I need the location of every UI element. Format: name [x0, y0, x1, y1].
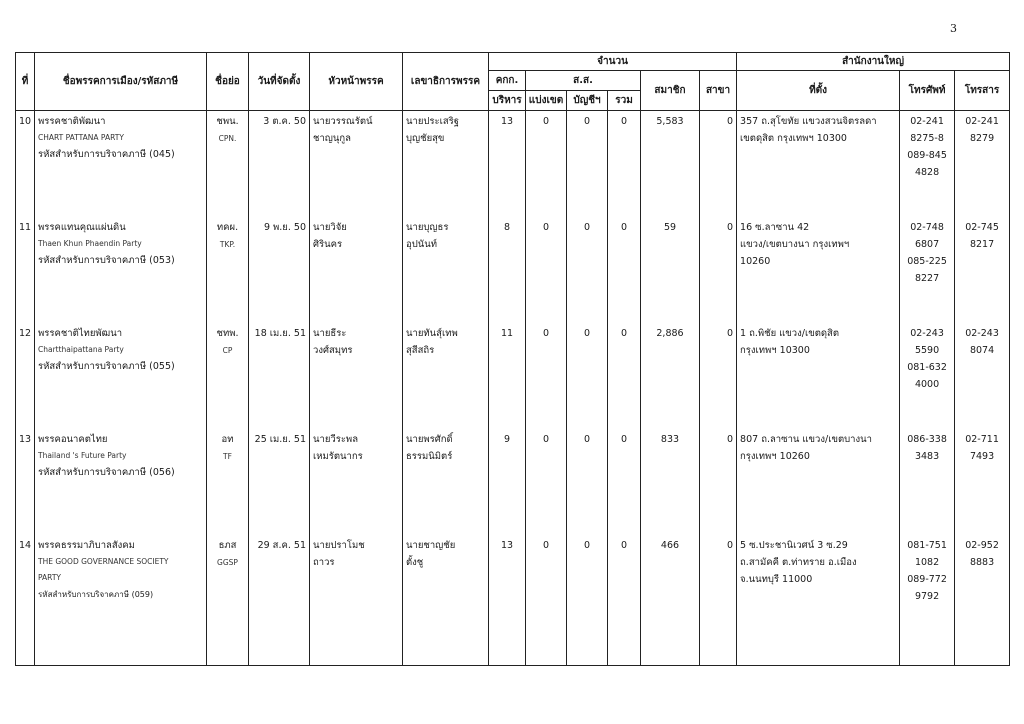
col-header-committee-sub: บริหาร	[489, 91, 526, 111]
abbr-en: CP	[222, 346, 233, 355]
col-header-abbr: ชื่อย่อ	[207, 53, 249, 111]
committee-count: 8	[489, 219, 526, 325]
col-header-mp-total: รวม	[608, 91, 641, 111]
col-header-leader: หัวหน้าพรรค	[310, 53, 403, 111]
secretary-name-2: อุปนันท์	[406, 239, 437, 250]
mp-list-count: 0	[567, 111, 608, 220]
address-line-2: เขตดุสิต กรุงเทพฯ 10300	[740, 133, 847, 144]
mp-total-count: 0	[608, 537, 641, 666]
address-line-2: กรุงเทพฯ 10300	[740, 345, 810, 356]
mp-total-count: 0	[608, 325, 641, 431]
fax-cell	[955, 537, 1010, 666]
leader-name-2: ถาวร	[313, 557, 335, 568]
phone-line-4: 8227	[914, 273, 940, 284]
party-name-cell	[35, 325, 207, 431]
secretary-name-2: บุญชัยสุข	[406, 133, 445, 144]
party-name-en: THE GOOD GOVERNANCE SOCIETY	[38, 557, 169, 566]
address-line-1: 357 ถ.สุโขทัย แขวงสวนจิตรลดา	[740, 116, 877, 127]
branch-count: 0	[700, 325, 737, 431]
secretary-name-1: นายทันส์ุเทพ	[406, 328, 458, 339]
phone-line-2: 5590	[914, 345, 940, 356]
address-line-1: 807 ถ.ลาซาน แขวง/เขตบางนา	[740, 434, 872, 445]
row-no: 10	[16, 111, 35, 220]
secretary-name-2: สุสีสถิร	[406, 345, 435, 356]
col-header-members: สมาชิก	[641, 71, 700, 111]
mp-total-count: 0	[608, 111, 641, 220]
address-line-1: 16 ซ.ลาซาน 42	[740, 222, 810, 233]
table-row	[16, 219, 1010, 325]
col-header-phone: โทรศัพท์	[900, 71, 955, 111]
phone-line-1: 02-243	[910, 328, 944, 339]
party-name-en: Thailand 's Future Party	[38, 451, 127, 460]
party-name-en: Thaen Khun Phaendin Party	[38, 239, 142, 248]
address-line-3: จ.นนทบุรี 11000	[740, 574, 813, 585]
party-name-cell	[35, 219, 207, 325]
page-number: 3	[950, 22, 957, 35]
abbr-cell	[207, 537, 249, 666]
secretary-name-1: นายประเสริฐ	[406, 116, 460, 127]
abbr-en: GGSP	[217, 558, 238, 567]
committee-count: 11	[489, 325, 526, 431]
abbr-cell	[207, 325, 249, 431]
fax-line-1: 02-243	[965, 328, 999, 339]
phone-cell	[900, 537, 955, 666]
committee-count: 13	[489, 111, 526, 220]
col-header-mp-district: แบ่งเขต	[526, 91, 567, 111]
fax-line-2: 8883	[969, 557, 995, 568]
fax-line-2: 8074	[969, 345, 995, 356]
secretary-cell	[403, 537, 489, 666]
party-name-en: Chartthaipattana Party	[38, 345, 124, 354]
fax-line-2: 7493	[969, 451, 995, 462]
col-header-committee: คกก.	[489, 71, 526, 91]
col-header-fax: โทรสาร	[955, 71, 1010, 111]
row-no: 12	[16, 325, 35, 431]
table-row	[16, 537, 1010, 666]
committee-count: 9	[489, 431, 526, 537]
mp-total-count: 0	[608, 219, 641, 325]
party-name-th: พรรคชาติพัฒนา	[38, 116, 106, 127]
party-name-th: พรรคแทนคุณแผ่นดิน	[38, 222, 126, 233]
phone-line-1: 081-751	[907, 540, 947, 551]
tax-code: รหัสสำหรับการบริจาคภาษี (056)	[38, 467, 175, 478]
row-no: 14	[16, 537, 35, 666]
phone-cell	[900, 325, 955, 431]
abbr-th: ชพน.	[216, 116, 239, 127]
party-registry-table	[15, 52, 1010, 666]
party-name-en-line-2: PARTY	[38, 573, 62, 582]
secretary-name-2: ธรรมนิมิตร์	[406, 451, 453, 462]
phone-line-1: 086-338	[907, 434, 947, 445]
party-name-cell	[35, 537, 207, 666]
row-no: 11	[16, 219, 35, 325]
branch-count: 0	[700, 219, 737, 325]
fax-cell	[955, 219, 1010, 325]
member-count: 2,886	[641, 325, 700, 431]
party-name-th: พรรคชาติไทยพัฒนา	[38, 328, 123, 339]
address-cell	[737, 431, 900, 537]
leader-name-2: วงศ์สมุทร	[313, 345, 353, 356]
mp-list-count: 0	[567, 431, 608, 537]
leader-name-2: ชาญนุกูล	[313, 133, 351, 144]
fax-line-1: 02-241	[965, 116, 999, 127]
phone-cell	[900, 219, 955, 325]
address-cell	[737, 537, 900, 666]
mp-district-count: 0	[526, 219, 567, 325]
leader-name-1: นายวิจัย	[313, 222, 347, 233]
address-cell	[737, 325, 900, 431]
mp-total-count: 0	[608, 431, 641, 537]
fax-line-2: 8279	[969, 133, 995, 144]
mp-list-count: 0	[567, 219, 608, 325]
branch-count: 0	[700, 431, 737, 537]
abbr-th: ชทพ.	[216, 328, 239, 339]
leader-cell	[310, 431, 403, 537]
leader-cell	[310, 219, 403, 325]
abbr-cell	[207, 219, 249, 325]
secretary-cell	[403, 219, 489, 325]
abbr-en: TKP.	[219, 240, 236, 249]
founded-date: 3 ต.ค. 50	[249, 111, 310, 220]
leader-cell	[310, 325, 403, 431]
phone-line-2: 3483	[914, 451, 940, 462]
secretary-name-1: นายบุญธร	[406, 222, 449, 233]
row-no: 13	[16, 431, 35, 537]
secretary-cell	[403, 111, 489, 220]
tax-code: รหัสสำหรับการบริจาคภาษี (045)	[38, 149, 175, 160]
col-header-hq-group: สำนักงานใหญ่	[737, 53, 1010, 71]
member-count: 5,583	[641, 111, 700, 220]
col-header-no: ที่	[16, 53, 35, 111]
leader-cell	[310, 537, 403, 666]
fax-line-1: 02-745	[965, 222, 999, 233]
address-line-3: 10260	[740, 256, 771, 267]
col-header-mp-group: ส.ส.	[526, 71, 641, 91]
branch-count: 0	[700, 111, 737, 220]
phone-line-4: 9792	[914, 591, 940, 602]
col-header-branches: สาขา	[700, 71, 737, 111]
party-name-th: พรรคธรรมาภิบาลสังคม	[38, 540, 135, 551]
phone-line-4: 4000	[914, 379, 940, 390]
phone-line-3: 089-772	[907, 574, 947, 585]
founded-date: 18 เม.ย. 51	[249, 325, 310, 431]
mp-district-count: 0	[526, 325, 567, 431]
party-name-cell	[35, 431, 207, 537]
leader-name-1: นายวีระพล	[313, 434, 359, 445]
secretary-name-1: นายพรศักดิ์	[406, 434, 453, 445]
leader-name-1: นายธีระ	[313, 328, 347, 339]
leader-name-1: นายปราโมช	[313, 540, 365, 551]
member-count: 466	[641, 537, 700, 666]
secretary-name-2: ตั้งชู	[406, 557, 424, 568]
fax-cell	[955, 111, 1010, 220]
abbr-th: ทคผ.	[216, 222, 239, 233]
phone-line-3: 081-632	[907, 362, 947, 373]
col-header-mp-list: บัญชีฯ	[567, 91, 608, 111]
table-row	[16, 431, 1010, 537]
abbr-cell	[207, 111, 249, 220]
mp-list-count: 0	[567, 325, 608, 431]
address-cell	[737, 111, 900, 220]
founded-date: 9 พ.ย. 50	[249, 219, 310, 325]
address-line-2: กรุงเทพฯ 10260	[740, 451, 810, 462]
mp-district-count: 0	[526, 111, 567, 220]
address-line-1: 5 ซ.ประชานิเวศน์ 3 ซ.29	[740, 540, 848, 551]
phone-line-1: 02-748	[910, 222, 944, 233]
committee-count: 13	[489, 537, 526, 666]
secretary-cell	[403, 431, 489, 537]
phone-line-3: 089-845	[907, 150, 947, 161]
party-name-cell	[35, 111, 207, 220]
phone-line-4: 4828	[914, 167, 940, 178]
leader-name-1: นายวรรณรัตน์	[313, 116, 373, 127]
tax-code: รหัสสำหรับการบริจาคภาษี (055)	[38, 361, 175, 372]
phone-line-2: 8275-8	[910, 133, 944, 144]
abbr-en: TF	[223, 452, 232, 461]
table-row	[16, 325, 1010, 431]
col-header-count-group: จำนวน	[489, 53, 737, 71]
abbr-th: ธภส	[218, 540, 237, 551]
col-header-founded: วันที่จัดตั้ง	[249, 53, 310, 111]
fax-line-1: 02-711	[965, 434, 999, 445]
phone-line-1: 02-241	[910, 116, 944, 127]
address-line-2: ถ.สามัคคี ต.ท่าทราย อ.เมือง	[740, 557, 857, 568]
branch-count: 0	[700, 537, 737, 666]
table-row	[16, 111, 1010, 220]
secretary-name-1: นายชาญชัย	[406, 540, 456, 551]
phone-line-2: 6807	[914, 239, 940, 250]
secretary-cell	[403, 325, 489, 431]
member-count: 59	[641, 219, 700, 325]
fax-cell	[955, 431, 1010, 537]
col-header-address: ที่ตั้ง	[737, 71, 900, 111]
col-header-party-name: ชื่อพรรคการเมือง/รหัสภาษี	[35, 53, 207, 111]
mp-list-count: 0	[567, 537, 608, 666]
founded-date: 25 เม.ย. 51	[249, 431, 310, 537]
fax-line-2: 8217	[969, 239, 995, 250]
address-line-2: แขวง/เขตบางนา กรุงเทพฯ	[740, 239, 850, 250]
fax-line-1: 02-952	[965, 540, 999, 551]
leader-cell	[310, 111, 403, 220]
mp-district-count: 0	[526, 431, 567, 537]
fax-cell	[955, 325, 1010, 431]
abbr-cell	[207, 431, 249, 537]
phone-cell	[900, 111, 955, 220]
address-cell	[737, 219, 900, 325]
address-line-1: 1 ถ.พิชัย แขวง/เขตดุสิต	[740, 328, 840, 339]
party-name-en: CHART PATTANA PARTY	[38, 133, 124, 142]
phone-line-3: 085-225	[907, 256, 947, 267]
phone-cell	[900, 431, 955, 537]
founded-date: 29 ส.ค. 51	[249, 537, 310, 666]
mp-district-count: 0	[526, 537, 567, 666]
tax-code: รหัสสำหรับการบริจาคภาษี (059)	[38, 590, 154, 599]
party-name-th: พรรคอนาคตไทย	[38, 434, 108, 445]
tax-code: รหัสสำหรับการบริจาคภาษี (053)	[38, 255, 175, 266]
col-header-secretary: เลขาธิการพรรค	[403, 53, 489, 111]
member-count: 833	[641, 431, 700, 537]
leader-name-2: เหมรัตนากร	[313, 451, 363, 462]
phone-line-2: 1082	[914, 557, 940, 568]
abbr-en: CPN.	[218, 134, 237, 143]
abbr-th: อท	[221, 434, 234, 445]
leader-name-2: ศิรินคร	[313, 239, 343, 250]
